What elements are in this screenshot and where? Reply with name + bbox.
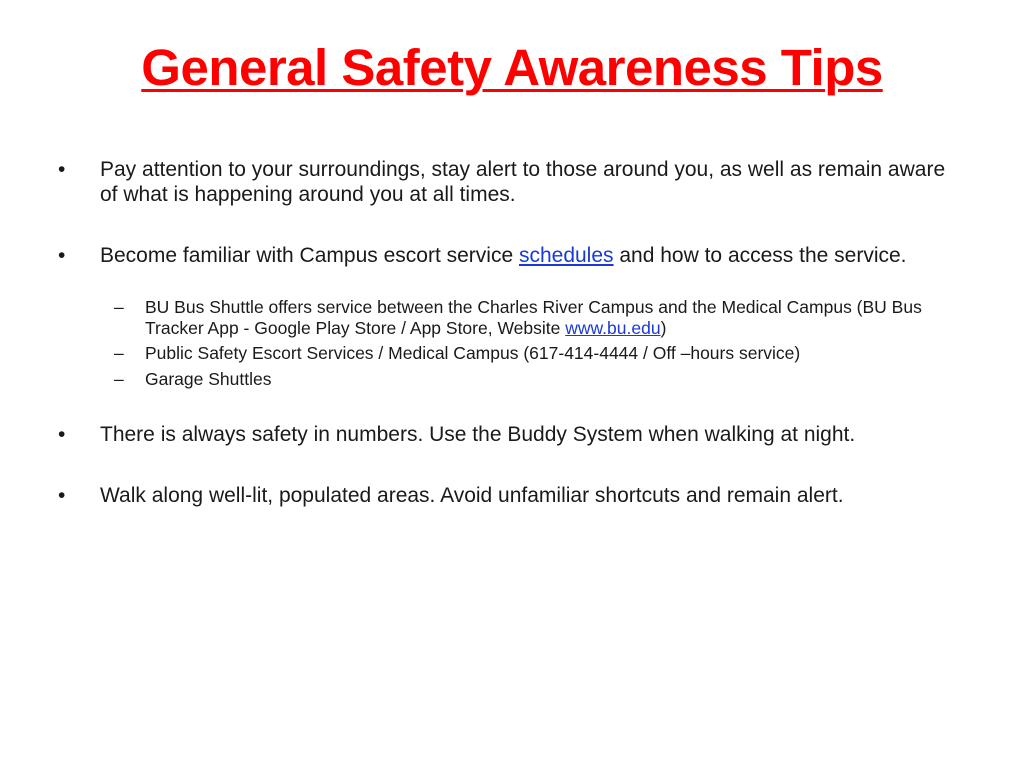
bullet-item-escort-service xyxy=(58,243,968,268)
schedules-link[interactable]: schedules xyxy=(518,244,614,267)
subitem-text-start: BU Bus Shuttle offers service between the Charles River Campus and the Medical Campus (BU Bus Tracker App - Google Play Store / App Store, Website xyxy=(145,297,922,338)
bullet-text: Walk along well-lit, populated areas. Avoid unfamiliar shortcuts and remain alert. xyxy=(100,484,844,507)
subitem-marker: – xyxy=(114,343,124,363)
bullet-item-buddy-system xyxy=(58,422,968,447)
bullet-text-start: Become familiar with Campus escort service xyxy=(100,244,519,267)
bullet-item-surroundings xyxy=(58,157,968,207)
slide-title: General Safety Awareness Tips xyxy=(141,39,883,96)
subitem-marker: – xyxy=(114,369,124,389)
subitem-text: Public Safety Escort Services / Medical Campus (617-414-4444 / Off –hours service) xyxy=(145,343,801,363)
subitem-text: Garage Shuttles xyxy=(145,369,272,389)
bullet-marker: • xyxy=(58,158,66,181)
bullet-marker: • xyxy=(58,484,66,507)
bullet-text xyxy=(100,243,968,268)
bu-website-link[interactable]: www.bu.edu xyxy=(565,318,661,338)
subitem-garage-shuttles xyxy=(114,369,974,390)
bullet-marker: • xyxy=(58,244,66,267)
bullet-text: Pay attention to your surroundings, stay alert to those around you, as well as remain aware of what is happening around you at all times. xyxy=(100,158,946,206)
bullet-text-end: and how to access the service. xyxy=(613,244,907,267)
bullet-item-well-lit-areas xyxy=(58,483,968,508)
subitem-marker: – xyxy=(114,297,124,317)
bullet-marker: • xyxy=(58,423,66,446)
bullet-text: There is always safety in numbers. Use the Buddy System when walking at night. xyxy=(100,423,856,446)
subitem-public-safety-escort xyxy=(114,343,974,364)
subitem-text-end: ) xyxy=(660,318,667,338)
subitem-bu-bus-shuttle xyxy=(114,297,974,339)
subitem-text xyxy=(145,297,974,339)
